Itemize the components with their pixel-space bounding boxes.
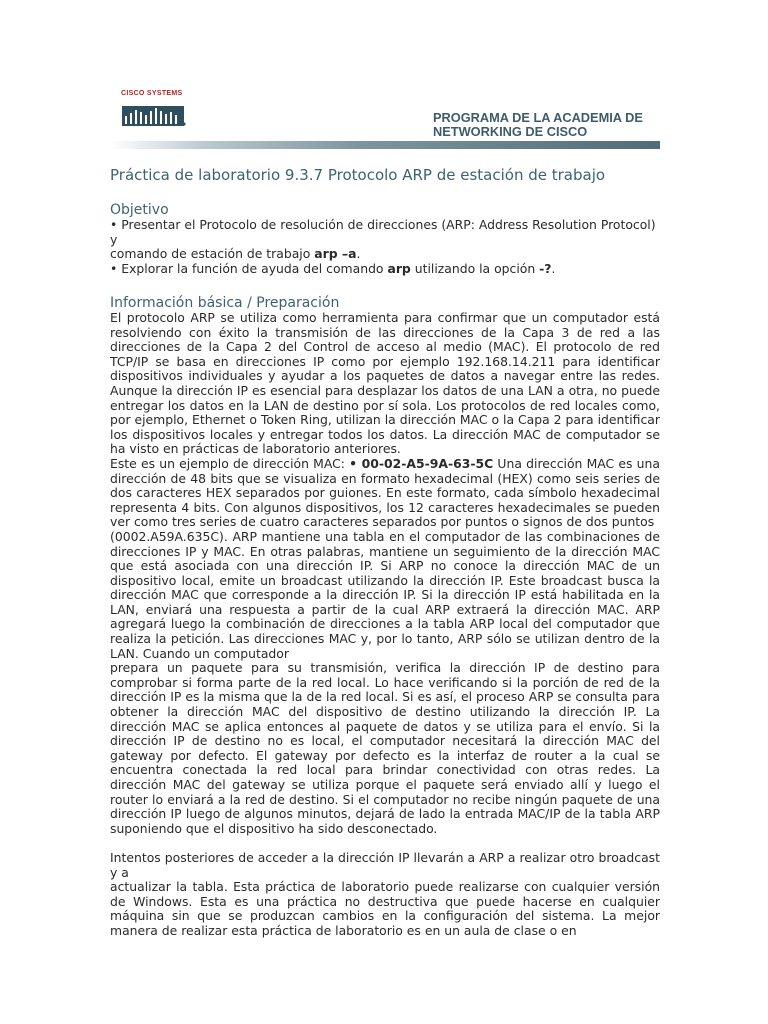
cisco-logo xyxy=(121,90,185,126)
blank-line xyxy=(110,836,660,851)
page-title: Práctica de laboratorio 9.3.7 Protocolo ARP de estación de trabajo xyxy=(110,166,606,184)
objetivo-line-3: • Explorar la función de ayuda del comando arp utilizando la opción -?. xyxy=(110,260,556,276)
info-paragraph-4: prepara un paquete para su transmisión, verifica la dirección IP de destino para comprobar si forma parte de la red local. Lo hace verificando si la porción de red de la dirección IP es la misma que la de la red local. Si es así, el proceso ARP se consulta para obtener la dirección MAC del dispositivo de destino utilizando la dirección IP. La dirección MAC se aplica entonces al paquete de datos y se utiliza para el envío. Si la dirección IP de destino no es local, el computador necesitará la dirección MAC del gateway por defecto. El gateway por defecto es la interfaz de router a la cual se encuentra conectada la red local para brindar conectividad con otras redes. La dirección MAC del gateway se utiliza porque el paquete será enviado allí y luego el router lo enviará a la red de destino. Si el computador no recibe ningún paquete de una dirección IP luego de algunos minutos, dejará de lado la entrada MAC/IP de la tabla ARP suponiendo que el dispositivo ha sido desconectado. xyxy=(110,660,660,836)
info-paragraph-6: actualizar la tabla. Esta práctica de laboratorio puede realizarse con cualquier versión de Windows. Esta es una práctica no destructiva que puede hacerse en cualquier máquina sin que se produzcan cambios en la configuración del sistema. La mejor manera de realizar esta práctica de laboratorio es en un aula de clase o en xyxy=(110,879,660,938)
logo-text: CISCO SYSTEMS xyxy=(121,90,183,97)
header-rule xyxy=(110,141,660,149)
program-line-2: NETWORKING DE CISCO xyxy=(433,124,588,139)
section-heading-objetivo: Objetivo xyxy=(110,202,169,218)
info-paragraph-3: (0002.A59A.635C). ARP mantiene una tabla en el computador de las combinaciones de direcciones IP y MAC. En otras palabras, mantiene un seguimiento de la dirección MAC que está asociada con una dirección IP. Si ARP no conoce la dirección MAC de un dispositivo local, emite un broadcast utilizando la dirección IP. Este broadcast busca la dirección MAC que corresponde a la dirección IP. Si la dirección IP está habilitada en la LAN, enviará una respuesta a partir de la cual ARP extraerá la dirección MAC. ARP agregará luego la combinación de direcciones a la tabla ARP local del computador que realiza la petición. Las direcciones MAC y, por lo tanto, ARP sólo se utilizan dentro de la LAN. Cuando un computador xyxy=(110,528,660,661)
program-header xyxy=(433,111,656,139)
info-body xyxy=(110,311,660,939)
info-paragraph-1: El protocolo ARP se utiliza como herramienta para confirmar que un computador está resolviendo con éxito la transmisión de las direcciones de la Capa 3 de red a las direcciones de la Capa 2 del Control de acceso al medio (MAC). El protocolo de red TCP/IP se basa en direcciones IP como por ejemplo 192.168.14.211 para identificar dispositivos individuales y ayudar a los paquetes de datos a navegar entre las redes. Aunque la dirección IP es esencial para desplazar los datos de una LAN a otra, no puede entregar los datos en la LAN de destino por sí sola. Los protocolos de red locales como, por ejemplo, Ethernet o Token Ring, utilizan la dirección MAC o la Capa 2 para identificar los dispositivos locales y entregar todos los datos. La dirección MAC de computador se ha visto en prácticas de laboratorio anteriores. xyxy=(110,310,660,457)
section-heading-info: Información básica / Preparación xyxy=(110,295,340,311)
info-paragraph-5: Intentos posteriores de acceder a la dirección IP llevarán a ARP a realizar otro broadcast y a xyxy=(110,849,660,880)
cisco-bridge-icon xyxy=(122,100,186,126)
program-line-1: PROGRAMA DE LA ACADEMIA DE xyxy=(433,110,643,125)
info-paragraph-2: Este es un ejemplo de dirección MAC: • 00-02-A5-9A-63-5C Una dirección MAC es una dirección de 48 bits que se visualiza en formato hexadecimal (HEX) como seis series de dos caracteres HEX separados por guiones. En este formato, cada símbolo hexadecimal representa 4 bits. Con algunos dispositivos, los 12 caracteres hexadecimales se pueden ver como tres series de cuatro caracteres separados por puntos o signos de dos puntos xyxy=(110,455,660,530)
objetivo-text xyxy=(110,218,660,276)
objetivo-line-1: • Presentar el Protocolo de resolución de direcciones (ARP: Address Resolution Protocol) y xyxy=(110,217,656,247)
objetivo-line-2: comando de estación de trabajo arp –a. xyxy=(110,246,361,262)
